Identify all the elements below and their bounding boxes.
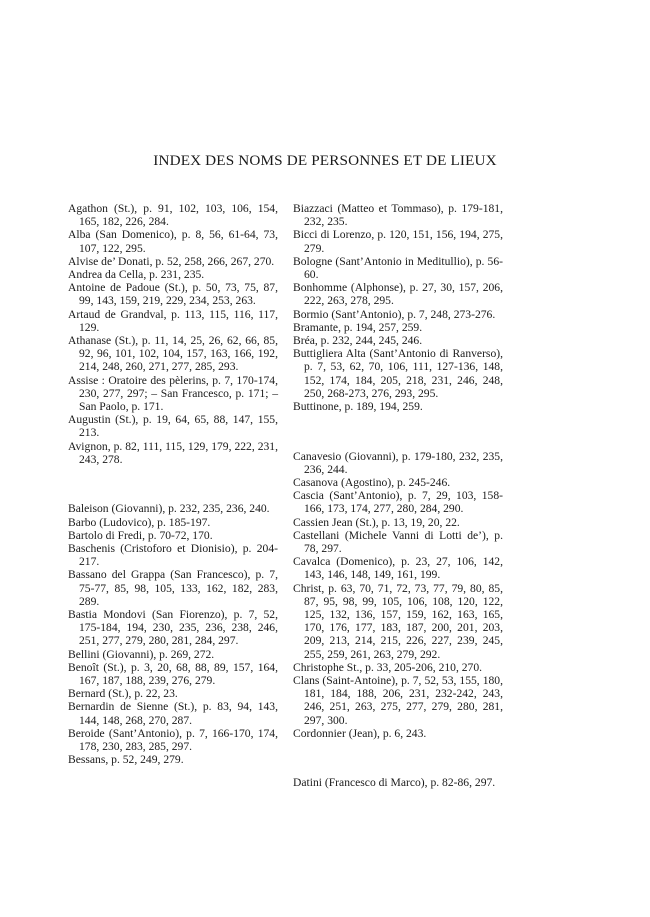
index-entry: Christophe St., p. 33, 205-206, 210, 270. — [293, 660, 483, 674]
index-entry: Bonhomme (Alphonse), p. 27, 30, 157, 206, 222, 263, 278, 295. — [293, 281, 503, 308]
index-entry: Bormio (Sant’Antonio), p. 7, 248, 273-276. — [293, 307, 496, 321]
letter-group-gap — [68, 478, 278, 491]
index-entry: Biazzaci (Matteo et Tommaso), p. 179-181, 232, 235. — [293, 202, 503, 229]
index-entry: Casanova (Agostino), p. 245-246. — [293, 476, 451, 490]
index-entry: Athanase (St.), p. 11, 14, 25, 26, 62, 66, 85, 92, 96, 101, 102, 104, 157, 163, 166, 192, 214, 248, 260, 271, 277, 285, 293. — [68, 334, 278, 374]
index-entry: Bréa, p. 232, 244, 245, 246. — [293, 334, 423, 348]
index-entry: Bassano del Grappa (San Francesco), p. 7, 75-77, 85, 98, 105, 133, 162, 182, 283, 289. — [68, 568, 278, 608]
index-entry: Barbo (Ludovico), p. 185-197. — [68, 515, 211, 529]
letter-group-gap — [293, 425, 503, 438]
index-entry: Alba (San Domenico), p. 8, 56, 61-64, 73, 107, 122, 295. — [68, 228, 278, 255]
index-entry: Beroide (Sant’Antonio), p. 7, 166-170, 174, 178, 230, 283, 285, 297. — [68, 726, 278, 754]
index-entry: Augustin (St.), p. 19, 64, 65, 88, 147, 155, 213. — [68, 413, 278, 440]
letter-group-gap — [293, 752, 503, 765]
index-entry: Canavesio (Giovanni), p. 179-180, 232, 235, 236, 244. — [293, 449, 503, 476]
index-entry: Bicci di Lorenzo, p. 120, 151, 156, 194, 275, 279. — [293, 228, 503, 255]
index-entry: Andrea da Cella, p. 231, 235. — [68, 268, 205, 282]
index-entry: Assise : Oratoire des pèlerins, p. 7, 170-174, 230, 277, 297; – San Francesco, p. 171; – San Paolo, p. 171. — [68, 373, 278, 414]
index-entry: Benoît (St.), p. 3, 20, 68, 88, 89, 157, 164, 167, 187, 188, 239, 276, 279. — [68, 660, 278, 688]
index-entry: Castellani (Michele Vanni di Lotti de’), p. 78, 297. — [293, 528, 503, 556]
index-entry: Datini (Francesco di Marco), p. 82-86, 297. — [293, 776, 496, 790]
index-entry: Bartolo di Fredi, p. 70-72, 170. — [68, 528, 213, 542]
index-entry: Baleison (Giovanni), p. 232, 235, 236, 240. — [68, 502, 270, 516]
index-column-left — [68, 202, 278, 767]
page-title: INDEX DES NOMS DE PERSONNES ET DE LIEUX — [153, 152, 497, 169]
index-entry: Clans (Saint-Antoine), p. 7, 52, 53, 155, 180, 181, 184, 188, 206, 231, 232-242, 243, 246, 251, 263, 275, 277, 279, 280, 281, 297, 300. — [293, 674, 503, 727]
index-entry: Bologne (Sant’Antonio in Meditullio), p. 56-60. — [293, 254, 503, 282]
index-entry: Artaud de Grandval, p. 113, 115, 116, 117, 129. — [68, 307, 278, 334]
index-entry: Buttinone, p. 189, 194, 259. — [293, 400, 423, 414]
index-entry: Bramante, p. 194, 257, 259. — [293, 320, 423, 334]
index-entry: Bernardin de Sienne (St.), p. 83, 94, 143, 144, 148, 268, 270, 287. — [68, 700, 278, 727]
index-entry: Cavalca (Domenico), p. 23, 27, 106, 142, 143, 146, 148, 149, 161, 199. — [293, 555, 503, 582]
index-entry: Buttigliera Alta (Sant’Antonio di Ranverso), p. 7, 53, 62, 70, 106, 111, 127-136, 148, 152, 174, 184, 205, 218, 231, 246, 248, 250, 268-273, 276, 293, 295. — [293, 347, 503, 400]
index-column-right — [293, 202, 503, 790]
index-entry: Cassien Jean (St.), p. 13, 19, 20, 22. — [293, 515, 460, 529]
index-entry: Cascia (Sant’Antonio), p. 7, 29, 103, 158-166, 173, 174, 277, 280, 284, 290. — [293, 489, 503, 516]
index-entry: Antoine de Padoue (St.), p. 50, 73, 75, 87, 99, 143, 159, 219, 229, 234, 253, 263. — [68, 281, 278, 308]
index-entry: Bellini (Giovanni), p. 269, 272. — [68, 647, 215, 661]
index-entry: Bernard (St.), p. 22, 23. — [68, 687, 178, 701]
index-entry: Cordonnier (Jean), p. 6, 243. — [293, 726, 427, 740]
index-entry: Christ, p. 63, 70, 71, 72, 73, 77, 79, 80, 85, 87, 95, 98, 99, 105, 106, 108, 120, 122, 125, 132, 136, 157, 159, 162, 163, 165, 170, 176, 177, 183, 187, 200, 201, 203, 209, 213, 214, 215, 226, 227, 239, 245, 255, 259, 261, 263, 279, 292. — [293, 581, 503, 661]
index-entry: Bessans, p. 52, 249, 279. — [68, 753, 184, 767]
index-entry: Baschenis (Cristoforo et Dionisio), p. 204-217. — [68, 542, 278, 569]
index-entry: Bastia Mondovi (San Fiorenzo), p. 7, 52, 175-184, 194, 230, 235, 236, 238, 246, 251, 277, 279, 280, 281, 284, 297. — [68, 608, 278, 648]
index-entry: Alvise de’ Donati, p. 52, 258, 266, 267, 270. — [68, 254, 275, 268]
index-entry: Agathon (St.), p. 91, 102, 103, 106, 154, 165, 182, 226, 284. — [68, 202, 278, 229]
index-entry: Avignon, p. 82, 111, 115, 129, 179, 222, 231, 243, 278. — [68, 439, 278, 466]
